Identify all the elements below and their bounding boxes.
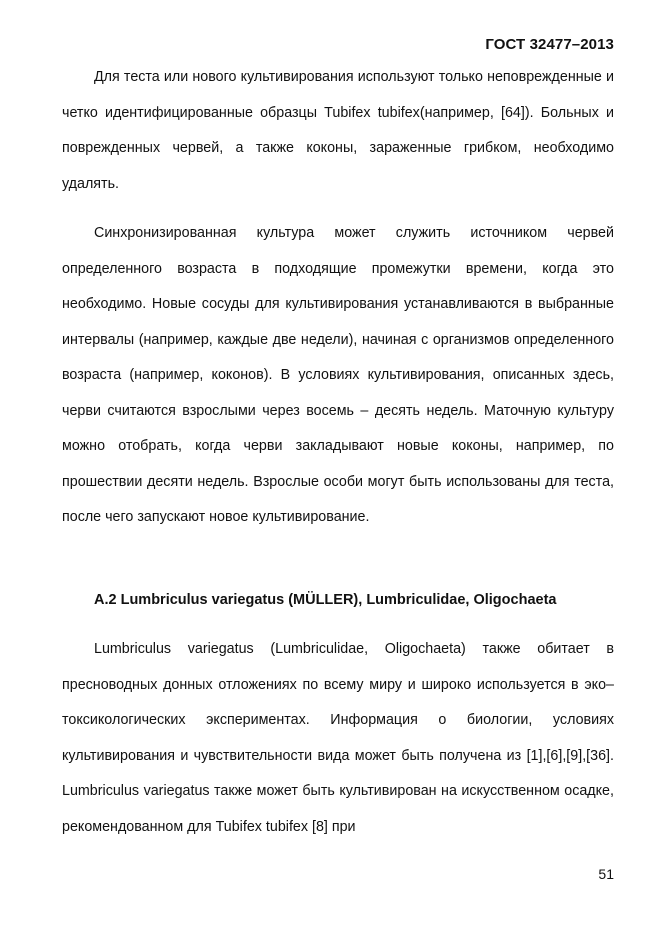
paragraph-synchronized-culture: Синхронизированная культура может служить источником червей определенного возраста в подходящие промежутки времени, когда это необходимо. Новые сосуды для культивирования устанавливаются в выбранные интервалы (например, каждые две недели), начиная с организмов определенного возраста (например, коконов). В условиях культивирования, описанных здесь, черви считаются взрослыми через восемь – десять недель. Маточную культуру можно отобрать, когда черви закладывают новые коконы, например, по прошествии десяти недель. Взрослые особи могут быть использованы для теста, после чего запускают новое культивирование. [62, 225, 614, 525]
section-heading: А.2 Lumbriculus variegatus (MÜLLER), Lumbriculidae, Oligochaeta [94, 592, 557, 608]
page-number: 51 [598, 866, 614, 882]
paragraph-test-specimens: Для теста или нового культивирования используют только неповрежденные и четко идентифицированные образцы Tubifex tubifex(например, [64]). Больных и поврежденных червей, а также коконы, зараженные грибком, необходимо удалять. [62, 69, 614, 192]
standard-number-header: ГОСТ 32477–2013 [485, 36, 614, 53]
paragraph-lumbriculus: Lumbriculus variegatus (Lumbriculidae, Oligochaeta) также обитает в пресноводных донных отложениях по всему миру и широко используется в эко–токсикологических экспериментах. Информация о биологии, условиях культивирования и чувствительности вида может быть получена из [1],[6],[9],[36]. Lumbriculus variegatus также может быть культивирован на искусственном осадке, рекомендованном для Tubifex tubifex [8] при [62, 641, 614, 835]
